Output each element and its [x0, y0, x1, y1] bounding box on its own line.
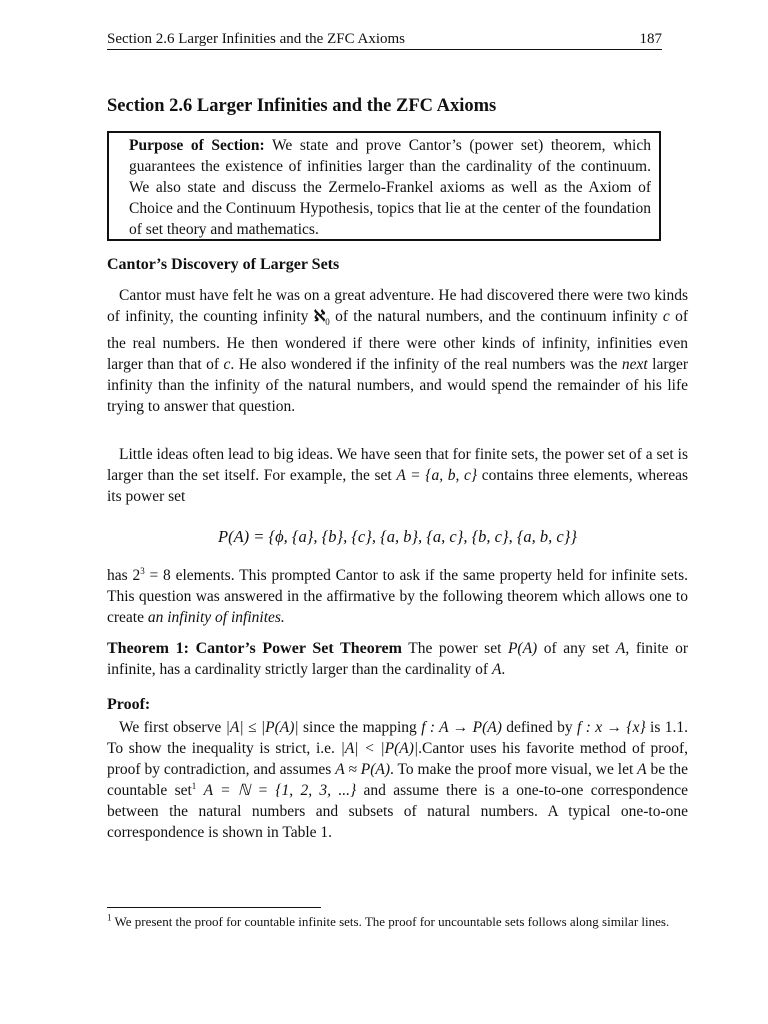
subsection-title: Cantor’s Discovery of Larger Sets: [107, 256, 340, 273]
purpose-box: [107, 131, 661, 241]
power-set-equation: P(A) = {ϕ, {a}, {b}, {c}, {a, b}, {a, c}, {b, c}, {a, b, c}}: [218, 527, 577, 546]
paragraph-2: Little ideas often lead to big ideas. We have seen that for finite sets, the power set of a set is larger than the set itself. For example, the set A = {a, b, c} contains three elements, whereas its power set: [107, 446, 688, 505]
aleph-symbol: ℵ: [313, 308, 326, 325]
footnote-rule: [107, 907, 321, 908]
running-title: Section 2.6 Larger Infinities and the ZFC Axioms: [107, 31, 406, 47]
footnote-marker: 1: [191, 780, 197, 791]
theorem-label: Theorem 1: Cantor’s Power Set Theorem: [107, 640, 402, 657]
theorem-1: Theorem 1: Cantor’s Power Set Theorem The power set P(A) of any set A, finite or infinite, has a cardinality strictly larger than the cardinality of A.: [107, 640, 688, 678]
purpose-text: We state and prove Cantor’s (power set) theorem, which guarantees the existence of infinities larger than the cardinality of the continuum. We also state and discuss the Zermelo-Frankel axioms as well as the Axiom of Choice and the Continuum Hypothesis, topics that lie at the center of the foundation of set theory and mathematics.: [129, 137, 651, 238]
paragraph-3: has $2^3 = 8$ elements. This prompted Cantor to ask if the same property held for infinite sets. This question was answered in the affirmative by the following theorem which allows one to create an infinity of infinites.: [107, 565, 688, 626]
proof-label: Proof:: [107, 696, 151, 713]
section-title: Section 2.6 Larger Infinities and the ZFC Axioms: [107, 96, 497, 116]
footnote: $^1$ We present the proof for countable infinite sets. The proof for uncountable sets follows along similar lines.: [107, 912, 670, 929]
purpose-label: Purpose of Section:: [129, 137, 265, 154]
page-number: 187: [639, 31, 662, 47]
proof-paragraph: We first observe |A| ≤ |P(A)| since the mapping f : A → P(A) defined by f : x → {x} is 1.1. To show the inequality is strict, i.e. |A| < |P(A)|.Cantor uses his favorite method of proof, proof by contradiction, and assumes A ≈ P(A). To make the proof more visual, we let A be the countable set$^1$ A = ℕ = {1, 2, 3, ...} and assume there is a one-to-one correspondence between the natural numbers and subsets of natural numbers. A typical one-to-one correspondence is shown in Table 1.: [107, 719, 689, 841]
set-a: A = {a, b, c}: [396, 467, 478, 484]
running-header: [107, 31, 662, 50]
paragraph-1: Cantor must have felt he was on a great adventure. He had discovered there were two kinds of infinity, the counting infinity ℵ$_0$ of the natural numbers, and the continuum infinity c of the real numbers. He then wondered if there were other kinds of infinity, infinities even larger than that of c. He also wondered if the infinity of the real numbers was the next larger infinity than the infinity of the natural numbers, and would spend the remainder of his life trying to answer that question.: [107, 287, 688, 416]
